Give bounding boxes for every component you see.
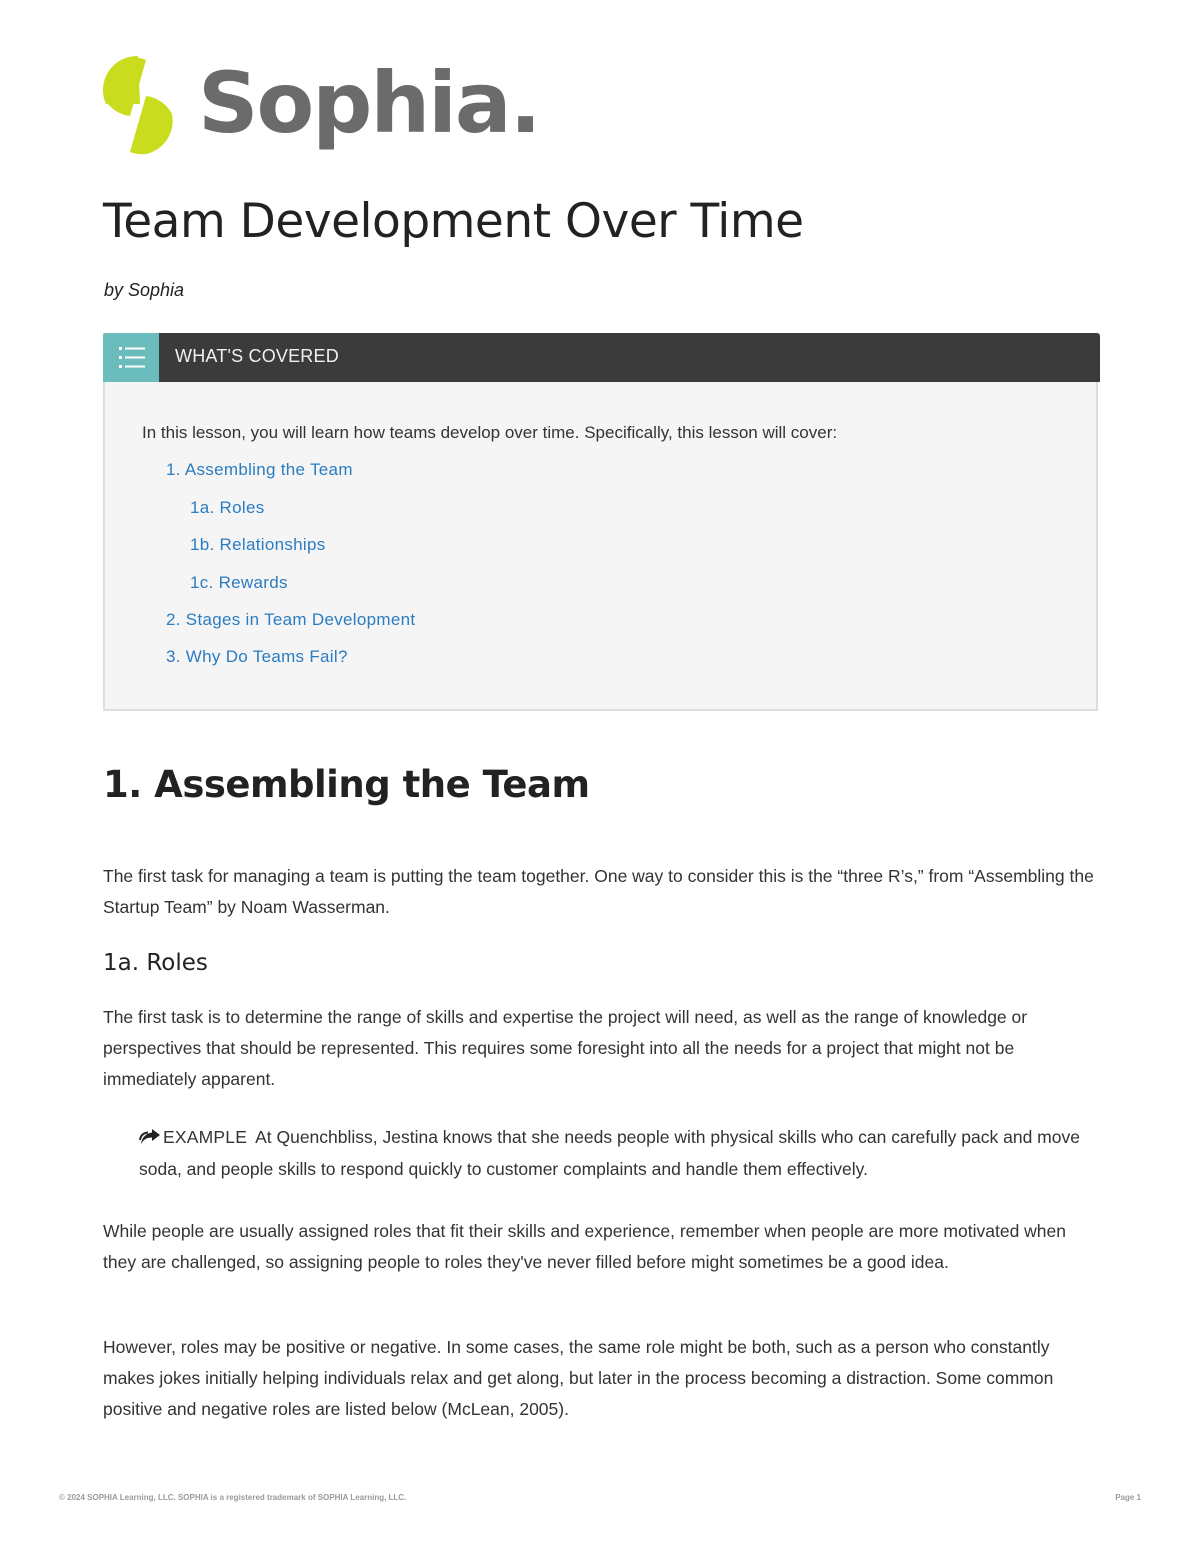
toc-link-rewards[interactable]: 1c. Rewards	[190, 573, 288, 592]
example-text: At Quenchbliss, Jestina knows that she needs people with physical skills who can carefully pack and move soda, and people skills to respond quickly to customer complaints and handle them effectively.	[139, 1127, 1080, 1179]
toc-link-roles[interactable]: 1a. Roles	[190, 498, 265, 517]
byline: by Sophia	[104, 280, 185, 300]
whats-covered-box	[103, 333, 1098, 711]
roles-paragraph-1: The first task is to determine the range of skills and expertise the project will need, as well as the range of knowledge or perspectives that should be represented. This requires some foresight into all the needs for a project that might not be immediately apparent.	[103, 1007, 1028, 1089]
toc-link-assembling-the-team[interactable]: 1. Assembling the Team	[166, 460, 353, 479]
sophia-logo	[100, 52, 540, 160]
toc-link-why-do-teams-fail[interactable]: 3. Why Do Teams Fail?	[166, 647, 348, 666]
sophia-logo-icon	[100, 54, 176, 158]
share-arrow-icon	[139, 1128, 161, 1146]
page-title: Team Development Over Time	[103, 194, 804, 249]
section-heading-assembling-the-team: 1. Assembling the Team	[103, 763, 590, 806]
subsection-heading-roles: 1a. Roles	[103, 950, 208, 976]
sophia-wordmark: Sophia.	[198, 54, 540, 152]
section-intro-paragraph: The first task for managing a team is putting the team together. One way to consider this is the “three R’s,” from “Assembling the Startup Team” by Noam Wasserman.	[103, 866, 1094, 917]
roles-paragraph-2: While people are usually assigned roles that fit their skills and experience, remember when people are more motivated when they are challenged, so assigning people to roles they've never filled before might sometimes be a good idea.	[103, 1221, 1067, 1272]
roles-paragraph-3: However, roles may be positive or negative. In some cases, the same role might be both, such as a person who constantly makes jokes initially helping individuals relax and get along, but later in the process becoming a distraction. Some common positive and negative roles are listed below (McLean, 2005).	[103, 1337, 1054, 1419]
toc-link-relationships[interactable]: 1b. Relationships	[190, 535, 326, 554]
footer-copyright: © 2024 SOPHIA Learning, LLC. SOPHIA is a registered trademark of SOPHIA Learning, LLC.	[59, 1493, 407, 1502]
toc-link-stages-in-team-development[interactable]: 2. Stages in Team Development	[166, 610, 416, 629]
whats-covered-title: WHAT'S COVERED	[175, 346, 339, 366]
example-label: EXAMPLE	[163, 1127, 248, 1147]
whats-covered-intro: In this lesson, you will learn how teams develop over time. Specifically, this lesson will cover:	[142, 423, 838, 442]
example-callout	[139, 1121, 1089, 1185]
whats-covered-header	[103, 333, 1100, 382]
footer-page-number: Page 1	[1115, 1493, 1141, 1502]
list-icon	[119, 346, 145, 369]
list-icon-box	[103, 333, 159, 382]
